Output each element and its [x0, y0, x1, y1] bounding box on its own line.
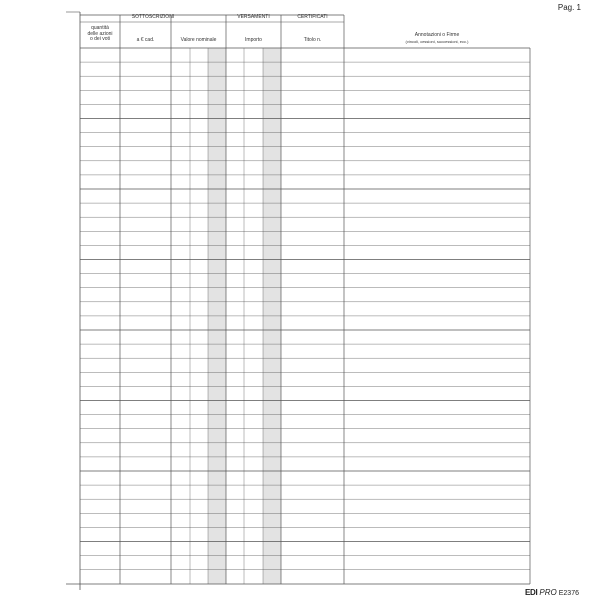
header-annotazioni-sub: (vincoli, cessioni, successioni, ecc.) — [405, 39, 469, 44]
page-number: Pag. 1 — [557, 3, 581, 12]
header-quantita-line-3: o dei voti — [89, 36, 110, 42]
header-versamenti: VERSAMENTI — [237, 14, 270, 20]
footer-brand — [525, 588, 579, 597]
header-a-euro-cad: a € cad. — [136, 37, 155, 43]
brand-bold: EDI — [524, 588, 538, 597]
brand-italic: PRO — [539, 588, 557, 597]
header-titolo: Titolo n. — [303, 37, 322, 43]
header-quantita-line-2: delle azioni — [87, 30, 113, 37]
header-quantita-line-1: quantità — [91, 25, 109, 31]
header-sottoscrizioni: SOTTOSCRIZIONI — [131, 14, 175, 20]
header-quantita — [80, 26, 120, 43]
form-code: E2376 — [558, 590, 579, 597]
header-certificati: CERTIFICATI — [297, 14, 328, 20]
header-importo: Importo — [245, 37, 262, 43]
vertical-rules — [66, 12, 530, 590]
header-valore-nominale: Valore nominale — [180, 37, 217, 43]
header-annotazioni: Annotazioni o Firme — [414, 32, 460, 38]
horizontal-rules — [66, 15, 530, 584]
